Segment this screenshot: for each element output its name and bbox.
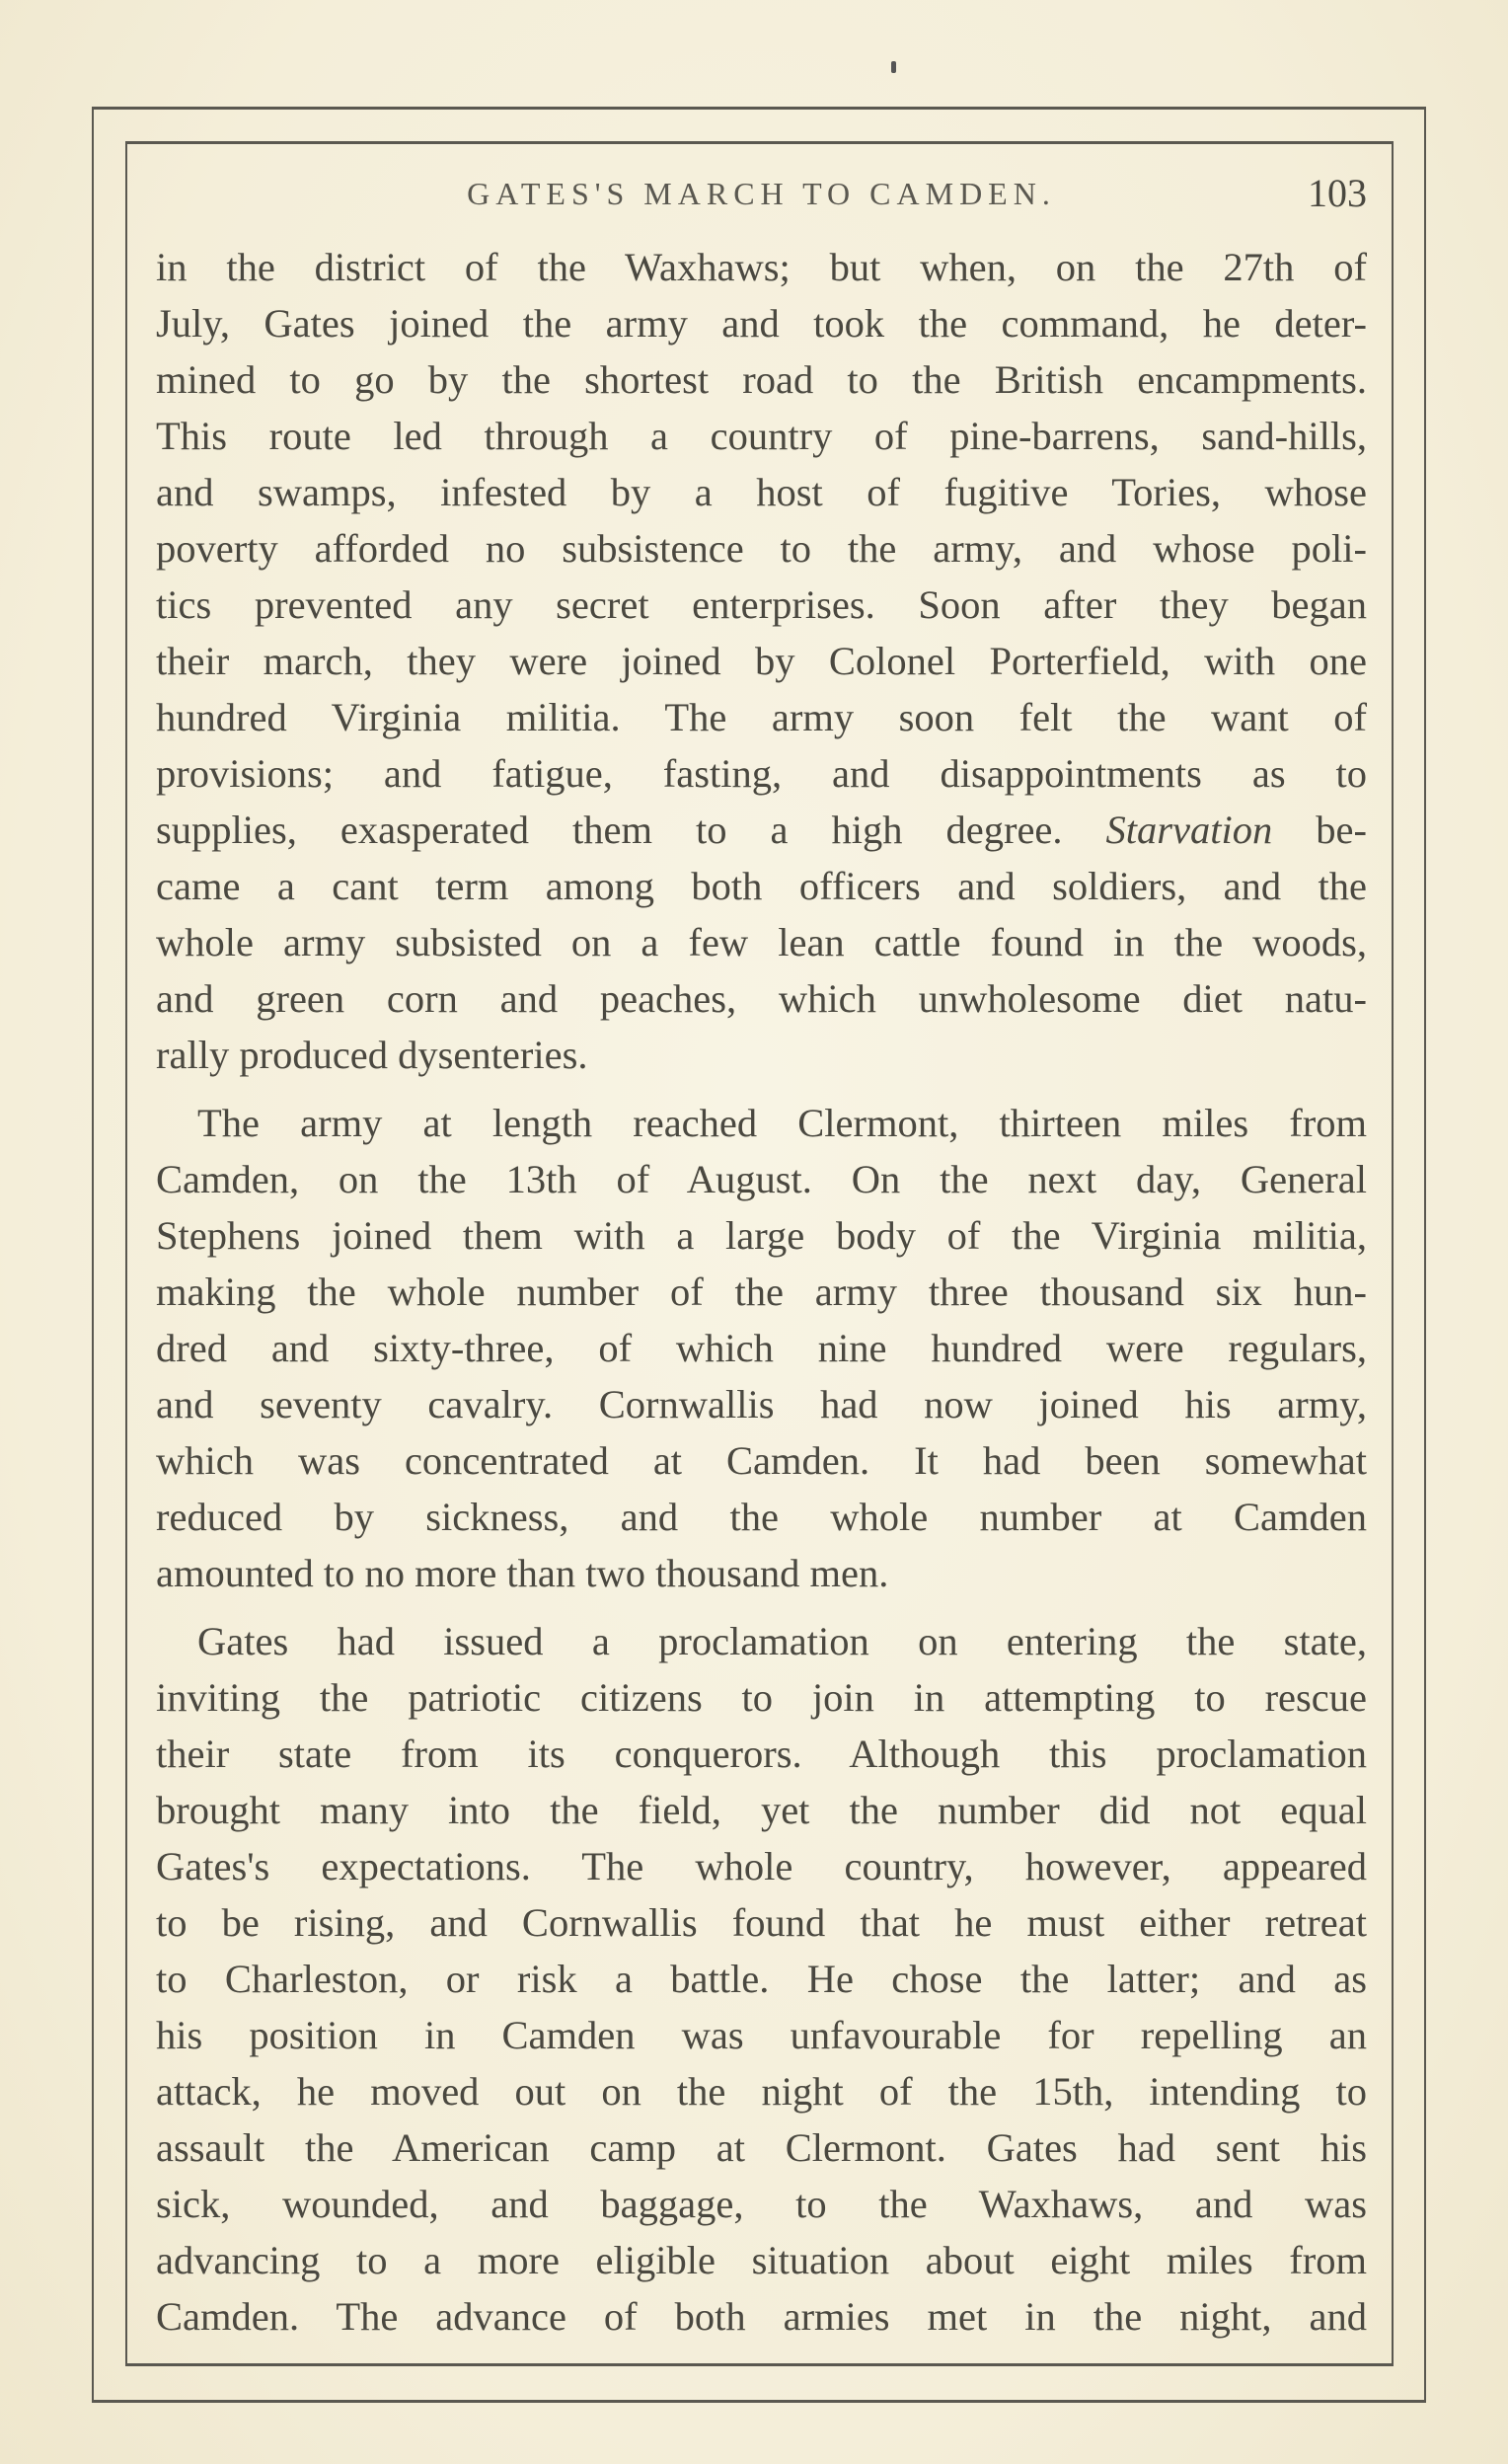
- text-line: Camden. The advance of both armies met in the night, and: [156, 2294, 1367, 2339]
- text-line: and seventy cavalry. Cornwallis had now joined his army,: [156, 1382, 1367, 1426]
- text-line: July, Gates joined the army and took the command, he deter-: [156, 301, 1367, 346]
- text-line: poverty afforded no subsistence to the army, and whose poli-: [156, 526, 1367, 571]
- text-line: his position in Camden was unfavourable for repelling an: [156, 2013, 1367, 2057]
- paragraph-gap: [156, 1601, 1367, 1613]
- body-text: [156, 239, 1367, 2345]
- text-line: in the district of the Waxhaws; but when, on the 27th of: [156, 245, 1367, 289]
- text-line: Camden, on the 13th of August. On the next day, General: [156, 1157, 1367, 1201]
- text-line: amounted to no more than two thousand men.: [156, 1551, 889, 1595]
- text-line: dred and sixty-three, of which nine hundred were regulars,: [156, 1326, 1367, 1370]
- text-line: Gates's expectations. The whole country, however, appeared: [156, 1844, 1367, 1888]
- text-line: to Charleston, or risk a battle. He chose the latter; and as: [156, 1957, 1367, 2001]
- running-title: GATES'S MARCH TO CAMDEN.: [467, 176, 1056, 211]
- page-number: 103: [1308, 171, 1367, 215]
- paragraph: [156, 239, 1367, 1083]
- paragraph: [156, 1613, 1367, 2345]
- text-line: making the whole number of the army three thousand six hun-: [156, 1270, 1367, 1314]
- paragraph-gap: [156, 1083, 1367, 1095]
- text-line: supplies, exasperated them to a high degree. Starvation be-: [156, 808, 1367, 852]
- text-line: provisions; and fatigue, fasting, and disappointments as to: [156, 751, 1367, 796]
- text-line: The army at length reached Clermont, thirteen miles from: [197, 1101, 1367, 1145]
- text-line: inviting the patriotic citizens to join in attempting to rescue: [156, 1675, 1367, 1720]
- text-line: and green corn and peaches, which unwholesome diet natu-: [156, 976, 1367, 1021]
- text-line: rally produced dysenteries.: [156, 1033, 588, 1077]
- text-line: to be rising, and Cornwallis found that he must either retreat: [156, 1900, 1367, 1945]
- text-line: which was concentrated at Camden. It had been somewhat: [156, 1438, 1367, 1483]
- text-line: their march, they were joined by Colonel Porterfield, with one: [156, 639, 1367, 683]
- text-line: sick, wounded, and baggage, to the Waxhaws, and was: [156, 2182, 1367, 2226]
- text-line: mined to go by the shortest road to the British encampments.: [156, 357, 1367, 402]
- text-line: attack, he moved out on the night of the 15th, intending to: [156, 2069, 1367, 2114]
- text-line: whole army subsisted on a few lean cattle found in the woods,: [156, 920, 1367, 964]
- paragraph: [156, 1095, 1367, 1601]
- italic-emphasis: Starvation: [1105, 808, 1273, 852]
- text-line: assault the American camp at Clermont. Gates had sent his: [156, 2125, 1367, 2170]
- text-line: their state from its conquerors. Although this proclamation: [156, 1732, 1367, 1776]
- text-line: Stephens joined them with a large body of the Virginia militia,: [156, 1213, 1367, 1258]
- ink-speck: [891, 61, 896, 73]
- text-line: brought many into the field, yet the number did not equal: [156, 1788, 1367, 1832]
- text-line: hundred Virginia militia. The army soon felt the want of: [156, 695, 1367, 739]
- running-head: [156, 170, 1367, 219]
- text-line: Gates had issued a proclamation on entering the state,: [197, 1619, 1367, 1663]
- text-line: and swamps, infested by a host of fugitive Tories, whose: [156, 470, 1367, 514]
- text-line: advancing to a more eligible situation about eight miles from: [156, 2238, 1367, 2282]
- text-line: tics prevented any secret enterprises. Soon after they began: [156, 582, 1367, 627]
- text-line: This route led through a country of pine-barrens, sand-hills,: [156, 414, 1367, 458]
- text-line: reduced by sickness, and the whole number at Camden: [156, 1495, 1367, 1539]
- text-line: came a cant term among both officers and soldiers, and the: [156, 864, 1367, 908]
